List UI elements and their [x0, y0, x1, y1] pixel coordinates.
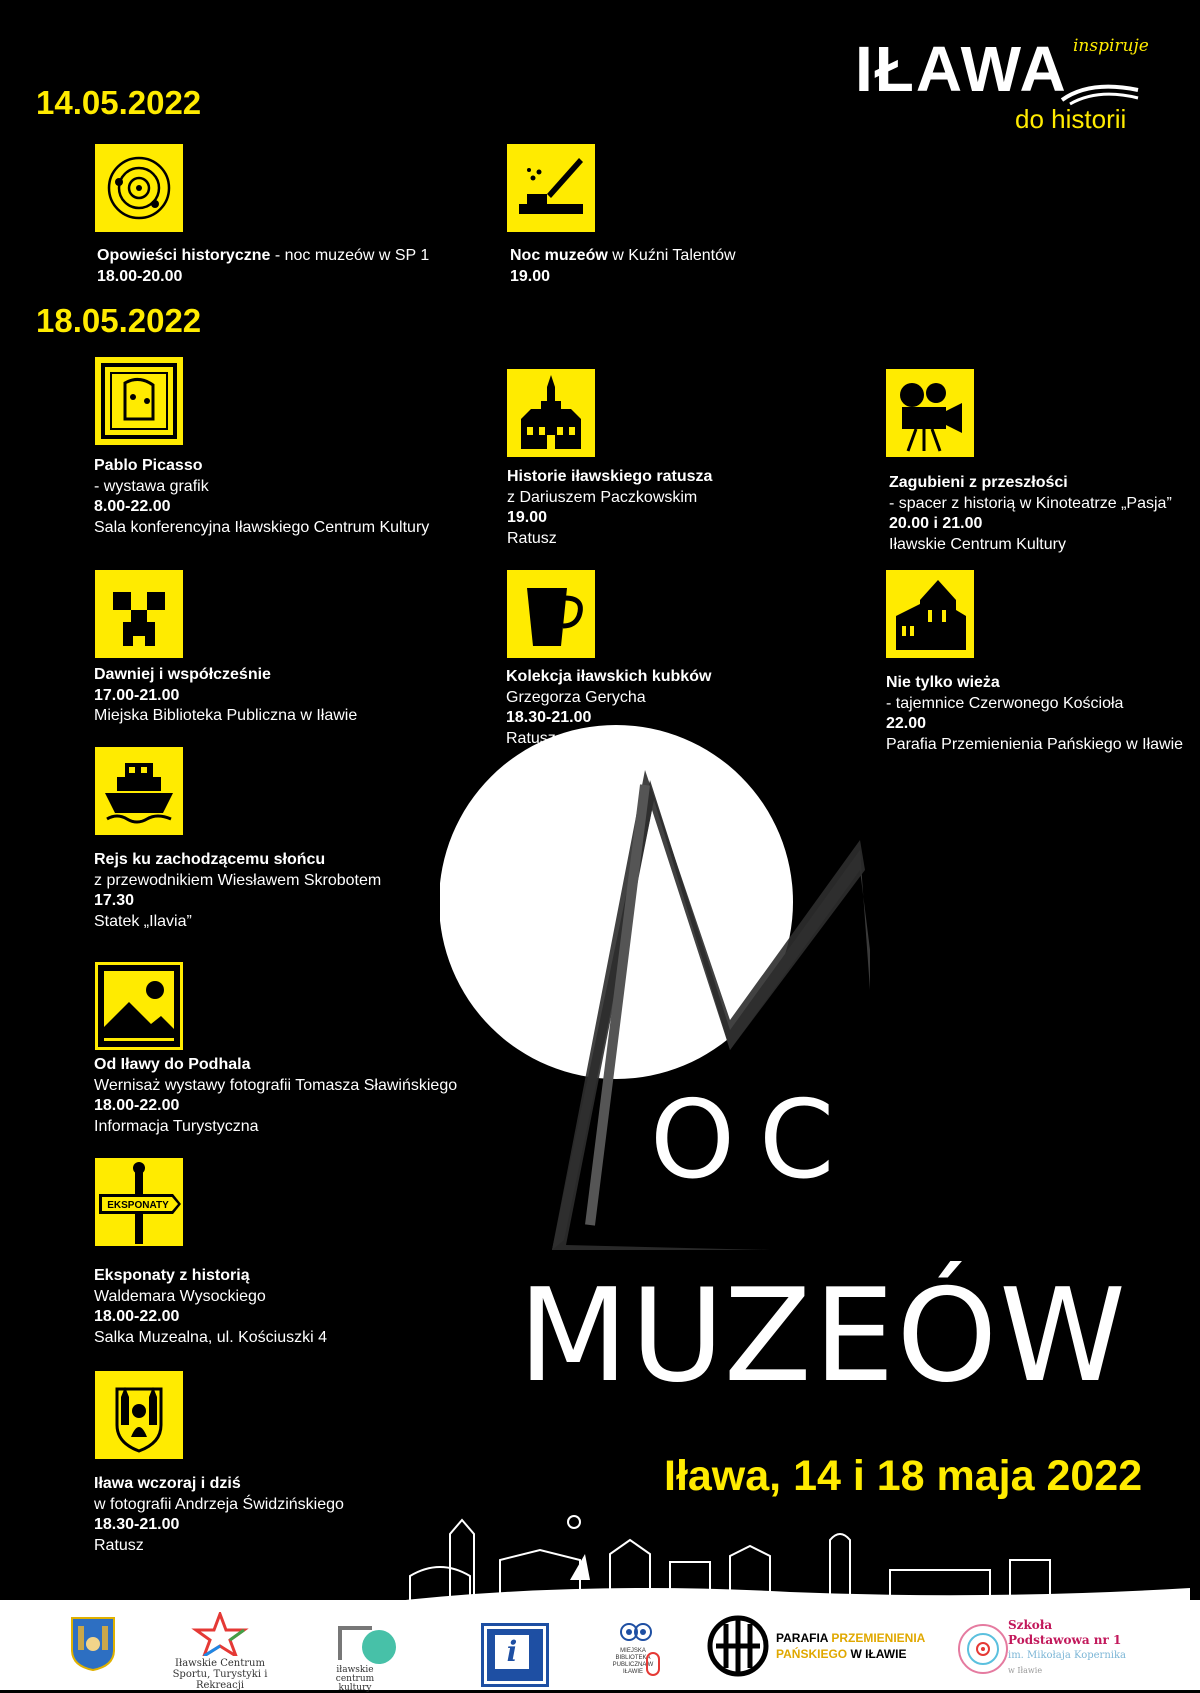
event-title-1: Opowieści historyczne: [97, 247, 271, 264]
ship-icon: [95, 747, 183, 835]
logo-subtitle: do historii: [1015, 104, 1127, 134]
library-logo: [610, 1618, 660, 1688]
event-time-11: 18.00-22.00: [94, 1308, 180, 1325]
event-place-7: Ratusz: [506, 729, 556, 747]
event-line-2: w Kuźni Talentów: [607, 247, 736, 264]
coat-of-arms-icon: [95, 1371, 183, 1459]
date-second: 18.05.2022: [36, 302, 202, 339]
event-text-4: [507, 467, 712, 549]
date-first: 14.05.2022: [36, 84, 202, 121]
event-text-2: [510, 246, 736, 287]
sport-center-logo: [160, 1612, 280, 1691]
event-time-3: 8.00-22.00: [94, 498, 171, 515]
library-accent: [646, 1652, 660, 1676]
parish-name-a: PARAFIA: [776, 1631, 828, 1645]
event-text-7: [506, 667, 711, 749]
event-line-10: Wernisaż wystawy fotografii Tomasza Sławińskiego: [94, 1076, 458, 1094]
event-title-4: Historie iławskiego ratusza: [507, 468, 713, 485]
event-place-12: Ratusz: [94, 1536, 144, 1554]
event-place-8: Parafia Przemienienia Pańskiego w Iławie: [886, 735, 1184, 753]
event-text-10: [94, 1055, 457, 1137]
school-logo: [956, 1618, 1156, 1684]
event-line-8: - tajemnice Czerwonego Kościoła: [886, 694, 1124, 712]
culture-center-logo: [320, 1626, 410, 1693]
event-place-4: Ratusz: [507, 529, 557, 547]
library-name: MIEJSKA BIBLIOTEKA PUBLICZNA W IŁAWIE: [612, 1648, 654, 1675]
tourist-info-logo: [484, 1626, 546, 1684]
pixel-creeper-icon: [95, 570, 183, 658]
event-text-3: [94, 456, 429, 538]
event-title-8: Nie tylko wieża: [886, 674, 1000, 691]
parish-name-b: PRZEMIENIENIA: [831, 1631, 926, 1645]
info-icon: i: [495, 1635, 529, 1669]
landscape-photo-icon: [95, 962, 183, 1050]
star-icon: [190, 1612, 250, 1656]
logo-script: inspiruje: [1073, 36, 1149, 56]
school-name-b: Podstawowa nr 1: [1008, 1633, 1122, 1647]
event-text-12: [94, 1474, 344, 1556]
picasso-portrait-icon: [95, 357, 183, 445]
event-title-3: Pablo Picasso: [94, 457, 203, 474]
logo-title: IŁAWA: [855, 33, 1068, 105]
event-line-11: Waldemara Wysockiego: [94, 1287, 266, 1305]
event-title-10: Od Iławy do Podhala: [94, 1056, 251, 1073]
event-place-10: Informacja Turystyczna: [94, 1117, 259, 1135]
school-name: [1008, 1618, 1126, 1678]
event-text-11: [94, 1266, 327, 1348]
event-place-6: Miejska Biblioteka Publiczna w Iławie: [94, 707, 358, 724]
event-time-8: 22.00: [886, 715, 927, 732]
event-text-9: [94, 850, 381, 932]
event-title-2: Noc muzeów: [510, 247, 608, 264]
event-text-5: [889, 473, 1172, 555]
event-text-1: [97, 246, 429, 287]
signpost-icon: [95, 1158, 183, 1246]
event-time-7: 18.30-21.00: [506, 709, 592, 726]
event-line-4: z Dariuszem Paczkowskim: [507, 488, 698, 506]
event-line-5: - spacer z historią w Kinoteatrze „Pasja”: [889, 494, 1172, 512]
event-title-9: Rejs ku zachodzącemu słońcu: [94, 851, 326, 868]
parish-name-d: W IŁAWIE: [850, 1647, 907, 1661]
event-line-12: w fotografii Andrzeja Świdzińskiego: [94, 1495, 344, 1513]
anvil-icon: [507, 144, 595, 232]
event-time-9: 17.30: [94, 892, 135, 909]
school-name-d: w Iławie: [1008, 1666, 1043, 1675]
city-skyline-illustration: [370, 1500, 1190, 1610]
parish-name: [776, 1630, 925, 1662]
tagline: Iława, 14 i 18 maja 2022: [664, 1452, 1143, 1500]
event-line-7: Grzegorza Gerycha: [506, 688, 646, 706]
event-time-1: 18.00-20.00: [97, 267, 183, 285]
church-icon: [886, 570, 974, 658]
event-line-9: z przewodnikiem Wiesławem Skrobotem: [94, 871, 382, 889]
event-time-6: 17.00-21.00: [94, 686, 180, 704]
parish-name-c: PAŃSKIEGO: [776, 1647, 848, 1661]
event-place-5: Iławskie Centrum Kultury: [889, 535, 1066, 553]
owl-icon: [616, 1618, 656, 1648]
mug-icon: [507, 570, 595, 658]
sport-center-name: Iławskie Centrum Sportu, Turystyki i Rekreacji: [172, 1658, 268, 1691]
event-time-12: 18.30-21.00: [94, 1516, 180, 1533]
planet-icon: [95, 144, 183, 232]
school-name-a: Szkoła: [1008, 1618, 1053, 1632]
film-camera-icon: [886, 369, 974, 457]
event-place-9: Statek „Ilavia”: [94, 912, 192, 930]
headline-oc: OC: [650, 1078, 859, 1203]
event-time-5: 20.00 i 21.00: [889, 515, 983, 532]
city-logo: [855, 32, 1155, 142]
event-title-11: Eksponaty z historią: [94, 1267, 250, 1284]
event-text-6: [94, 665, 357, 727]
event-place-3: Sala konferencyjna Iławskiego Centrum Kultury: [94, 518, 430, 536]
event-title-7: Kolekcja iławskich kubków: [506, 668, 712, 685]
event-time-4: 19.00: [507, 509, 548, 526]
headline-muzeow: MUZEÓW: [518, 1262, 1128, 1411]
event-time-2: 19.00: [510, 267, 551, 285]
event-text-8: [886, 673, 1183, 755]
event-title-12: Iława wczoraj i dziś: [94, 1475, 241, 1492]
event-title-6: Dawniej i współcześnie: [94, 666, 271, 683]
culture-center-name: iławskie centrum kultury: [335, 1665, 375, 1693]
parish-emblem-icon: [706, 1614, 770, 1678]
atom-icon: [956, 1622, 1010, 1676]
city-coat-of-arms-icon: [70, 1616, 116, 1672]
culture-logo-splash: [362, 1630, 396, 1664]
event-line-3: - wystawa grafik: [94, 477, 209, 495]
parish-logo: [706, 1614, 936, 1684]
town-hall-icon: [507, 369, 595, 457]
event-place-11: Salka Muzealna, ul. Kościuszki 4: [94, 1328, 327, 1346]
event-title-5: Zagubieni z przeszłości: [889, 474, 1068, 491]
event-line-1: - noc muzeów w SP 1: [270, 247, 430, 264]
school-name-c: im. Mikołaja Kopernika: [1008, 1650, 1126, 1661]
event-time-10: 18.00-22.00: [94, 1097, 180, 1114]
signpost-label: EKSPONATY: [107, 1200, 169, 1211]
